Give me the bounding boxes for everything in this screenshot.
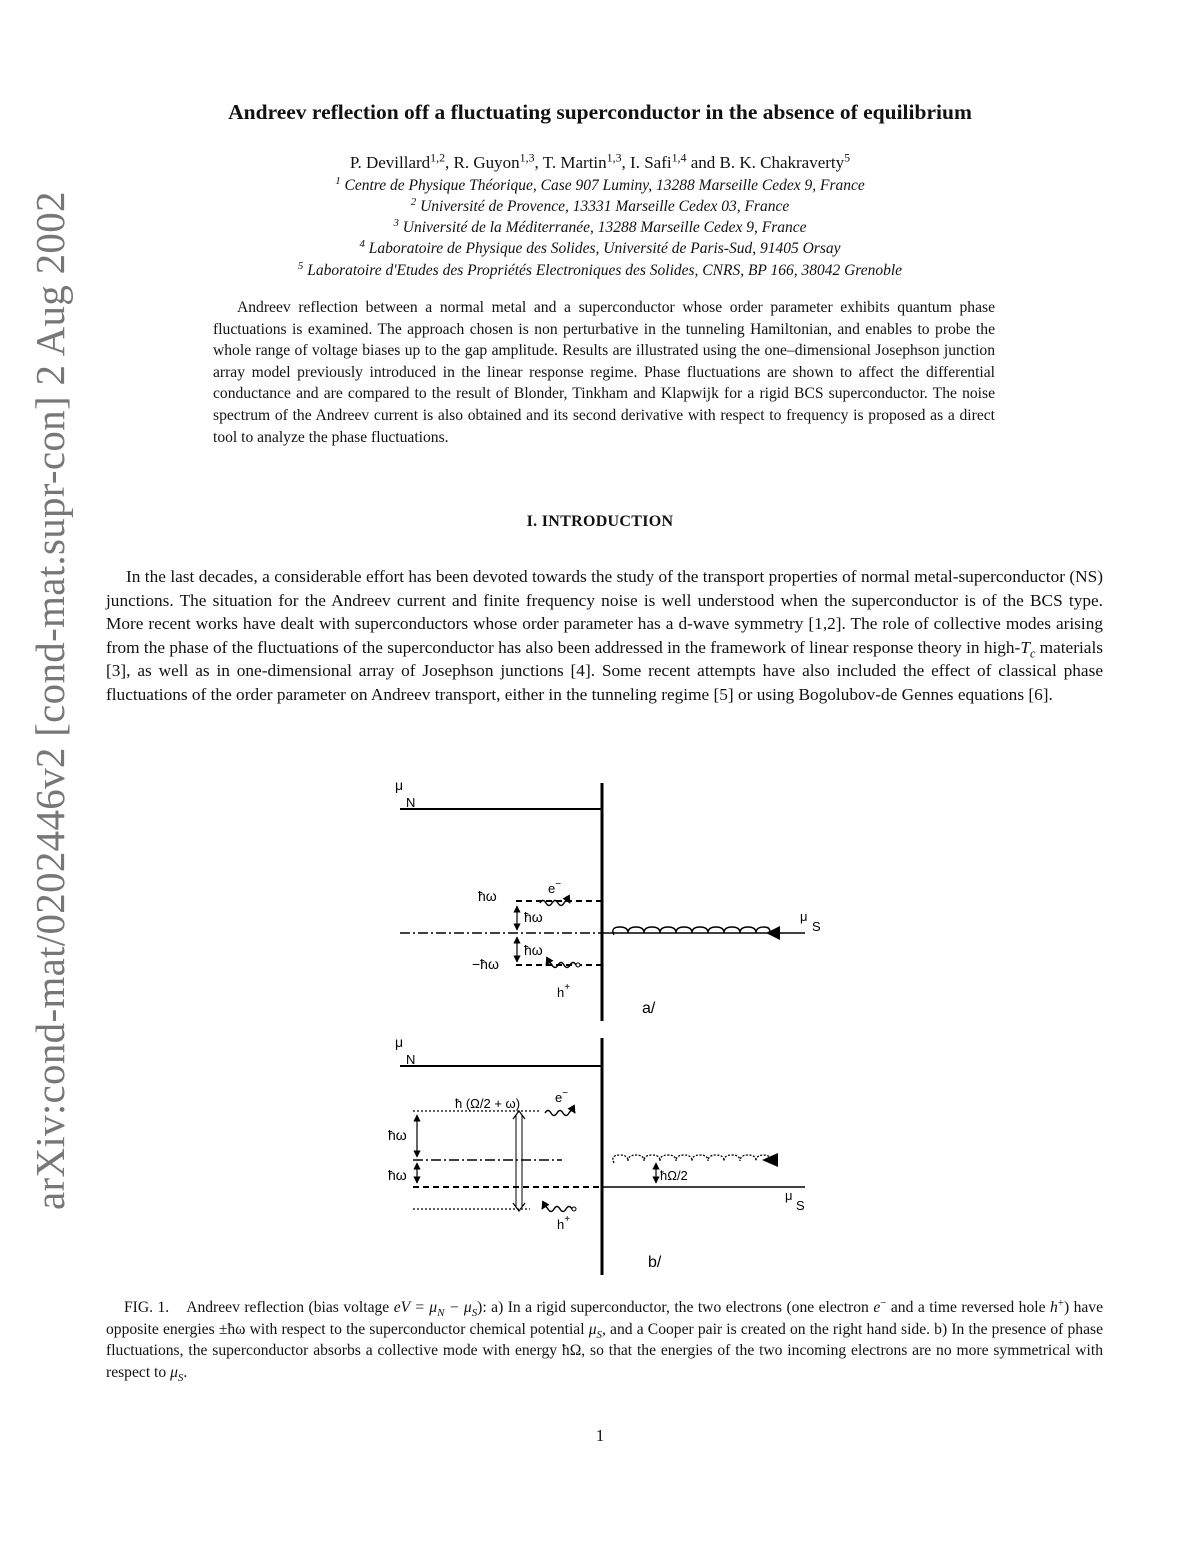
caption-math: μ xyxy=(588,1320,597,1338)
tc-subscript: c xyxy=(1029,645,1036,660)
mu-s-label-a: μ xyxy=(800,909,808,924)
intro-text: In the last decades, a considerable effort has been devoted towards the study of the transport properties of normal metal-superconductor (NS) junctions. The situation for the Andreev current and finite frequency noise is well understood when the superconductor is of the BCS type. More recent works have dealt with superconductors whose order parameter has a d-wave symmetry [1,2]. The role of collective modes arising from the phase of the fluctuations of the superconductor has also been addressed in the framework of linear response theory in high- xyxy=(106,567,1103,657)
author-affil-sup: 1,3 xyxy=(606,150,622,165)
intro-paragraph xyxy=(106,565,1103,706)
mu-s-subscript-b: S xyxy=(796,1198,805,1213)
hole-source-marker-a xyxy=(576,963,580,967)
mu-n-label-b: μ xyxy=(395,1034,404,1050)
page-number: 1 xyxy=(595,1426,605,1445)
andreev-reflection-figure xyxy=(380,775,840,1285)
author-name: P. Devillard xyxy=(349,153,431,172)
caption-run: ): a) In a rigid superconductor, the two electrons (one electron xyxy=(477,1299,874,1316)
author-name: T. Martin xyxy=(542,153,607,172)
affiliation-text: Université de Provence, 13331 Marseille Cedex 03, France xyxy=(420,198,790,215)
hole-label-a: h+ xyxy=(557,982,571,1000)
author-name: R. Guyon xyxy=(453,153,520,172)
affiliation xyxy=(0,237,1200,258)
caption-math: − μ xyxy=(444,1299,472,1316)
double-arrow-top-head-b xyxy=(513,1111,525,1119)
caption-math-sub: S xyxy=(471,1307,478,1320)
electron-label-b: e− xyxy=(555,1088,569,1105)
mu-s-label-b: μ xyxy=(785,1188,793,1203)
top-energy-label-b: ħ (Ω/2 + ω) xyxy=(455,1096,521,1111)
mu-s-subscript-a: S xyxy=(812,919,821,934)
author-name: I. Safi xyxy=(630,153,672,172)
hbar-omega-gap-label: ħω xyxy=(524,942,543,958)
author-affil-sup: 1,4 xyxy=(671,150,687,165)
intro-text: materials [3], as well as in one-dimensional array of Josephson junctions [4]. Some recent attempts have also included the effect of classical phase fluctuations of the order parameter on Andreev transport, either in the tunneling regime [5] or using Bogolubov-de Gennes equations [6]. xyxy=(106,637,1103,704)
caption-run: and a time reversed hole xyxy=(886,1299,1050,1316)
caption-run: ) have opposite energies ±ħω with respect to the superconductor chemical potential xyxy=(106,1299,1104,1338)
author-affil-sup: 1,3 xyxy=(519,150,535,165)
hbar-omega-lower-label-b: ħω xyxy=(388,1167,407,1183)
minus-hbar-omega-label: −ħω xyxy=(472,956,499,972)
hbar-omega-upper-label-b: ħω xyxy=(388,1127,407,1143)
introduction-body xyxy=(106,565,1103,706)
affiliation-text: Laboratoire d'Etudes des Propriétés Electroniques des Solides, CNRS, BP 166, 38042 Grenoble xyxy=(307,262,903,279)
hole-label-b: h+ xyxy=(557,1214,571,1232)
author-name: B. K. Chakraverty xyxy=(719,153,845,172)
author-affil-sup: 1,2 xyxy=(430,150,446,165)
electron-wave-b xyxy=(545,1111,575,1116)
hole-wave-b xyxy=(542,1207,572,1212)
affiliation-number: 1 xyxy=(335,174,341,187)
caption-math: h xyxy=(1049,1299,1058,1316)
electron-wave-a xyxy=(540,901,570,906)
caption-math-sub: N xyxy=(437,1307,445,1320)
caption-math-sup: + xyxy=(1057,1296,1064,1309)
hbar-omega-top-label: ħω xyxy=(478,888,497,904)
caption-run: , and a Cooper pair is created on the right hand side. b) In the presence of phase fluctuations, the superconductor absorbs a collective mode with energy ħΩ, so that the energies of the two incoming electrons are no more symmetrical with respect to xyxy=(106,1320,1104,1381)
section-heading: I. INTRODUCTION xyxy=(526,513,674,530)
electron-label-a: e− xyxy=(548,879,562,896)
caption-text xyxy=(106,1297,1103,1383)
caption-label: FIG. 1. xyxy=(124,1299,170,1316)
caption-math-sub: S xyxy=(177,1371,184,1384)
hbar-omega-half-label-b: ħΩ/2 xyxy=(660,1168,688,1183)
panel-a xyxy=(395,777,821,1021)
affiliation xyxy=(0,259,1200,280)
mu-n-subscript-a: N xyxy=(406,795,416,810)
affiliation-number: 4 xyxy=(359,237,365,250)
panel-b xyxy=(388,1034,805,1275)
double-arrow-bottom-head-b xyxy=(513,1203,525,1211)
figure-caption xyxy=(106,1297,1103,1383)
caption-math: eV = μ xyxy=(393,1299,438,1316)
mu-n-label-a: μ xyxy=(395,777,404,793)
affiliation-number: 2 xyxy=(410,195,417,208)
hole-source-marker-b xyxy=(572,1207,576,1211)
paper-title: Andreev reflection off a fluctuating superconductor in the absence of equilibrium xyxy=(228,100,972,124)
author-list: P. Devillard$^{1,2}$, R. Guyon$^{1,3}$, T. Martin$^{1,3}$, I. Safi$^{1,4}$ and B. K. Chakraverty$^5$ xyxy=(349,150,851,172)
mu-n-subscript-b: N xyxy=(406,1052,416,1067)
abstract-text: Andreev reflection between a normal metal and a superconductor whose order parameter exhibits quantum phase fluctuations is examined. The approach chosen is non perturbative in the tunneling Hamiltonian, and enables to probe the whole range of voltage biases up to the gap amplitude. Results are illustrated using the one–dimensional Josephson junction array model previously introduced in the linear response regime. Phase fluctuations are shown to affect the differential conductance and are compared to the result of Blonder, Tinkham and Klapwijk for a rigid BCS superconductor. The noise spectrum of the Andreev current is also obtained and its second derivative with respect to frequency is proposed as a direct tool to analyze the phase fluctuations. xyxy=(213,299,995,446)
caption-run: Andreev reflection (bias voltage xyxy=(186,1299,394,1316)
caption-run: . xyxy=(183,1363,188,1381)
caption-math: μ xyxy=(170,1363,178,1381)
caption-math: e xyxy=(873,1299,881,1316)
arxiv-identifier-sidebar: arXiv:cond-mat/0202446v2 [cond-mat.supr-con] 2 Aug 2002 xyxy=(27,191,73,1210)
panel-b-label: b/ xyxy=(648,1254,662,1271)
affiliation-text: Centre de Physique Théorique, Case 907 Luminy, 13288 Marseille Cedex 9, France xyxy=(344,177,865,194)
caption-math-sub: S xyxy=(596,1328,602,1341)
caption-math-sup: − xyxy=(880,1296,887,1309)
affiliation-number: 3 xyxy=(393,216,399,229)
affiliation xyxy=(0,195,1200,216)
affiliation-text: Université de la Méditerranée, 13288 Marseille Cedex 9, France xyxy=(402,219,807,236)
affiliation xyxy=(0,216,1200,237)
panel-a-label: a/ xyxy=(642,1000,656,1017)
author-affil-sup: 5 xyxy=(844,150,851,165)
affiliation-number: 5 xyxy=(297,259,304,272)
collective-mode-wave-b xyxy=(613,1155,770,1163)
tc-symbol: T xyxy=(1020,637,1030,657)
hbar-omega-gap-label: ħω xyxy=(524,909,543,925)
affiliation-text: Laboratoire de Physique des Solides, Université de Paris-Sud, 91405 Orsay xyxy=(368,240,841,257)
affiliation xyxy=(0,174,1200,195)
abstract xyxy=(213,297,995,448)
